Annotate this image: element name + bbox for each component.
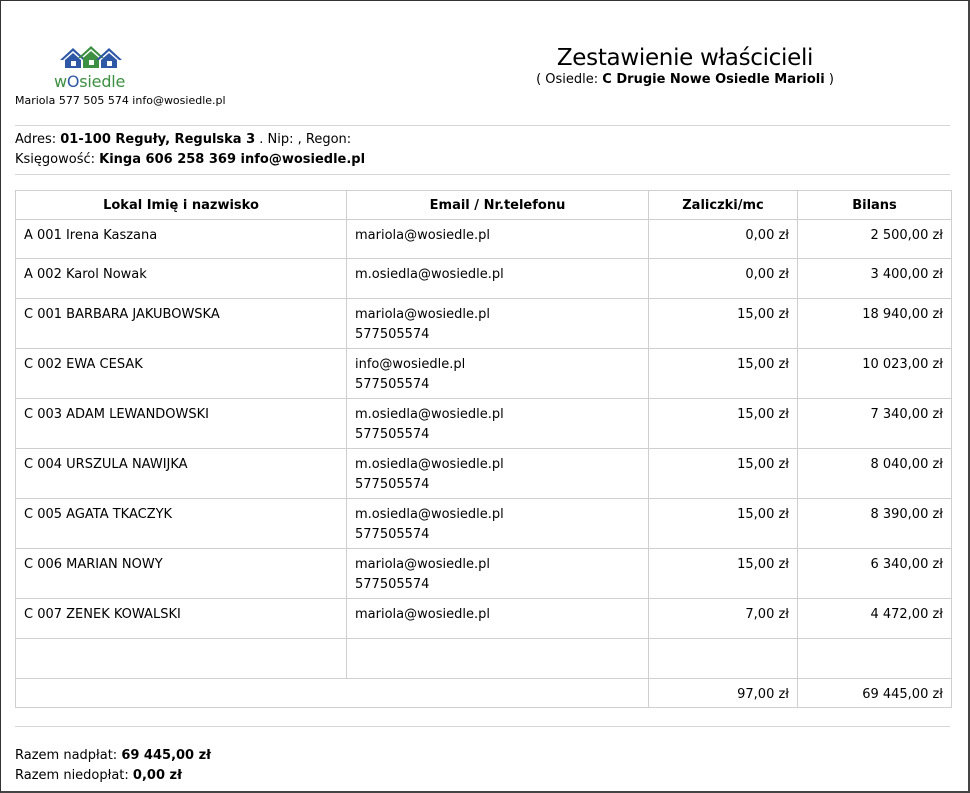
cell-zaliczki: 15,00 zł: [649, 399, 798, 449]
cell-lokal: C 007 ZENEK KOWALSKI: [16, 599, 347, 639]
cell-email: m.osiedla@wosiedle.pl: [355, 267, 504, 282]
column-header-bilans: Bilans: [798, 191, 952, 220]
column-header-zaliczki: Zaliczki/mc: [649, 191, 798, 220]
cell-contact: [347, 549, 649, 599]
cell-email: info@wosiedle.pl: [355, 357, 466, 372]
cell-zaliczki: 15,00 zł: [649, 299, 798, 349]
cell-phone: 577505574: [355, 477, 430, 492]
estate-name: C Drugie Nowe Osiedle Marioli: [602, 72, 825, 87]
cell-bilans: 2 500,00 zł: [798, 220, 952, 259]
column-header-lokal: Lokal Imię i nazwisko: [16, 191, 347, 220]
total-zaliczki: 97,00 zł: [649, 679, 798, 708]
cell-lokal: C 006 MARIAN NOWY: [16, 549, 347, 599]
cell-email: mariola@wosiedle.pl: [355, 607, 490, 622]
cell-zaliczki: 0,00 zł: [649, 259, 798, 299]
divider: [15, 125, 950, 126]
empty-cell: [649, 639, 798, 679]
total-bilans: 69 445,00 zł: [798, 679, 952, 708]
cell-bilans: 7 340,00 zł: [798, 399, 952, 449]
cell-contact: [347, 399, 649, 449]
column-header-email: Email / Nr.telefonu: [347, 191, 649, 220]
empty-cell: [798, 639, 952, 679]
cell-zaliczki: 15,00 zł: [649, 349, 798, 399]
table-row: [16, 599, 952, 639]
totals-row: [16, 679, 952, 708]
cell-bilans: 4 472,00 zł: [798, 599, 952, 639]
table-row: [16, 299, 952, 349]
cell-lokal: A 001 Irena Kaszana: [16, 220, 347, 259]
table-row: [16, 220, 952, 259]
table-row: [16, 349, 952, 399]
accounting-value: Kinga 606 258 369 info@wosiedle.pl: [99, 152, 366, 167]
cell-lokal: C 002 EWA CESAK: [16, 349, 347, 399]
accounting-line: Księgowość: Kinga 606 258 369 info@wosiedle.pl: [15, 152, 366, 167]
cell-phone: 577505574: [355, 427, 430, 442]
table-header-row: [16, 191, 952, 220]
cell-lokal: C 005 AGATA TKACZYK: [16, 499, 347, 549]
address-value: 01-100 Reguły, Regulska 3: [60, 132, 256, 147]
table-row: [16, 399, 952, 449]
cell-bilans: 6 340,00 zł: [798, 549, 952, 599]
contact-info: Mariola 577 505 574 info@wosiedle.pl: [15, 94, 226, 107]
cell-email: m.osiedla@wosiedle.pl: [355, 507, 504, 522]
underpaid-value: 0,00 zł: [132, 768, 182, 783]
overpaid-value: 69 445,00 zł: [121, 748, 212, 763]
logo-wordmark: wOsiedle: [54, 72, 126, 91]
owners-table: [15, 190, 952, 708]
cell-bilans: 10 023,00 zł: [798, 349, 952, 399]
page-title: Zestawienie właścicieli: [556, 45, 814, 71]
empty-cell: [16, 639, 347, 679]
cell-email: mariola@wosiedle.pl: [355, 228, 490, 243]
cell-email: m.osiedla@wosiedle.pl: [355, 407, 504, 422]
cell-phone: 577505574: [355, 577, 430, 592]
cell-email: mariola@wosiedle.pl: [355, 307, 490, 322]
cell-email: mariola@wosiedle.pl: [355, 557, 490, 572]
address-line: Adres: 01-100 Reguły, Regulska 3 . Nip: , Regon:: [15, 132, 352, 147]
divider: [15, 726, 950, 727]
cell-zaliczki: 15,00 zł: [649, 499, 798, 549]
cell-lokal: C 003 ADAM LEWANDOWSKI: [16, 399, 347, 449]
empty-cell: [347, 639, 649, 679]
wosiedle-logo: [52, 46, 132, 90]
cell-lokal: A 002 Karol Nowak: [16, 259, 347, 299]
cell-zaliczki: 15,00 zł: [649, 449, 798, 499]
cell-bilans: 8 390,00 zł: [798, 499, 952, 549]
houses-icon: [60, 46, 122, 72]
cell-contact: [347, 259, 649, 299]
estate-subtitle: ( Osiedle: C Drugie Nowe Osiedle Marioli ): [536, 72, 834, 87]
cell-zaliczki: 0,00 zł: [649, 220, 798, 259]
divider: [15, 174, 950, 175]
cell-contact: [347, 599, 649, 639]
cell-contact: [347, 499, 649, 549]
cell-bilans: 8 040,00 zł: [798, 449, 952, 499]
cell-contact: [347, 349, 649, 399]
overpaid-summary: Razem nadpłat: 69 445,00 zł: [15, 748, 212, 763]
table-row: [16, 549, 952, 599]
cell-lokal: C 004 URSZULA NAWIJKA: [16, 449, 347, 499]
underpaid-summary: Razem niedopłat: 0,00 zł: [15, 768, 182, 783]
cell-email: m.osiedla@wosiedle.pl: [355, 457, 504, 472]
table-row: [16, 449, 952, 499]
cell-contact: [347, 449, 649, 499]
cell-phone: 577505574: [355, 327, 430, 342]
cell-zaliczki: 15,00 zł: [649, 549, 798, 599]
cell-phone: 577505574: [355, 527, 430, 542]
cell-phone: 577505574: [355, 377, 430, 392]
cell-bilans: 18 940,00 zł: [798, 299, 952, 349]
empty-row: [16, 639, 952, 679]
cell-zaliczki: 7,00 zł: [649, 599, 798, 639]
cell-contact: [347, 299, 649, 349]
table-row: [16, 499, 952, 549]
cell-contact: [347, 220, 649, 259]
cell-lokal: C 001 BARBARA JAKUBOWSKA: [16, 299, 347, 349]
cell-bilans: 3 400,00 zł: [798, 259, 952, 299]
totals-label-cell: [16, 679, 649, 708]
table-row: [16, 259, 952, 299]
